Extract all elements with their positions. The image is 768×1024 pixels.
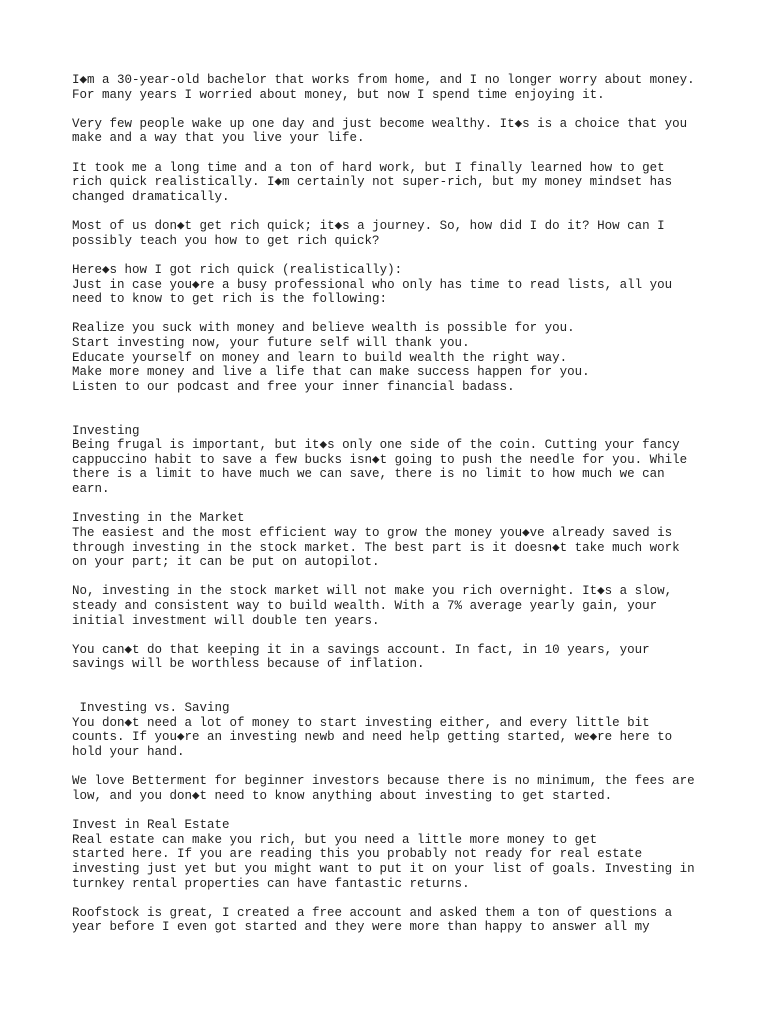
text-line: Start investing now, your future self will thank you. — [72, 335, 470, 350]
text-line: counts. If you◆re an investing newb and need help getting started, we◆re here to — [72, 730, 673, 745]
text-line: hold your hand. — [72, 745, 185, 760]
blank-line — [72, 307, 695, 322]
blank-line — [72, 687, 695, 702]
document-body — [72, 73, 695, 935]
text-line: changed dramatically. — [72, 189, 230, 204]
text-line: year before I even got started and they were more than happy to answer all my — [72, 920, 650, 935]
text-line: Investing vs. Saving — [72, 701, 230, 716]
text-line: I◆m a 30-year-old bachelor that works from home, and I no longer worry about money. — [72, 73, 695, 87]
text-line: Here◆s how I got rich quick (realistically): — [72, 262, 403, 277]
blank-line — [72, 803, 695, 818]
text-line: savings will be worthless because of inflation. — [72, 657, 425, 672]
text-line: Invest in Real Estate — [72, 818, 230, 833]
text-line: Educate yourself on money and learn to build wealth the right way. — [72, 350, 568, 365]
text-line: started here. If you are reading this you probably not ready for real estate — [72, 847, 643, 862]
text-line: You don◆t need a lot of money to start investing either, and every little bit — [72, 715, 650, 730]
text-line: We love Betterment for beginner investors because there is no minimum, the fees are — [72, 774, 695, 789]
text-line: The easiest and the most efficient way to grow the money you◆ve already saved is — [72, 525, 673, 540]
text-line: low, and you don◆t need to know anything about investing to get started. — [72, 788, 613, 803]
text-line: Realize you suck with money and believe wealth is possible for you. — [72, 321, 575, 336]
blank-line — [72, 204, 695, 219]
blank-line — [72, 570, 695, 585]
text-line: there is a limit to have much we can save, there is no limit to how much we can — [72, 467, 665, 482]
text-line: on your part; it can be put on autopilot. — [72, 555, 380, 570]
text-line: steady and consistent way to build wealth. With a 7% average yearly gain, your — [72, 598, 658, 613]
text-line: investing just yet but you might want to put it on your list of goals. Investing in — [72, 861, 695, 876]
text-line: Just in case you◆re a busy professional who only has time to read lists, all you — [72, 277, 673, 292]
text-line: initial investment will double ten years. — [72, 613, 380, 628]
text-line: cappuccino habit to save a few bucks isn◆t going to push the needle for you. While — [72, 452, 688, 467]
text-line: turnkey rental properties can have fantastic returns. — [72, 876, 470, 891]
text-line: Listen to our podcast and free your inner financial badass. — [72, 379, 515, 394]
text-line: through investing in the stock market. The best part is it doesn◆t take much work — [72, 540, 680, 555]
text-line: Roofstock is great, I created a free account and asked them a ton of questions a — [72, 905, 673, 920]
blank-line — [72, 394, 695, 409]
blank-line — [72, 248, 695, 263]
text-line: make and a way that you live your life. — [72, 131, 365, 146]
blank-line — [72, 760, 695, 775]
blank-line — [72, 891, 695, 906]
text-line: For many years I worried about money, but now I spend time enjoying it. — [72, 87, 605, 102]
blank-line — [72, 672, 695, 687]
blank-line — [72, 102, 695, 117]
text-line: Make more money and live a life that can make success happen for you. — [72, 365, 590, 380]
blank-line — [72, 628, 695, 643]
text-line: Most of us don◆t get rich quick; it◆s a journey. So, how did I do it? How can I — [72, 219, 665, 234]
text-line: Very few people wake up one day and just become wealthy. It◆s is a choice that you — [72, 116, 688, 131]
text-line: rich quick realistically. I◆m certainly not super-rich, but my money mindset has — [72, 175, 673, 190]
text-line: need to know to get rich is the following: — [72, 292, 388, 307]
blank-line — [72, 409, 695, 424]
text-line: Investing — [72, 423, 140, 438]
blank-line — [72, 497, 695, 512]
text-line: You can◆t do that keeping it in a savings account. In fact, in 10 years, your — [72, 642, 650, 657]
text-line: It took me a long time and a ton of hard work, but I finally learned how to get — [72, 160, 665, 175]
text-line: possibly teach you how to get rich quick? — [72, 233, 380, 248]
text-line: No, investing in the stock market will not make you rich overnight. It◆s a slow, — [72, 584, 673, 599]
text-line: Investing in the Market — [72, 511, 245, 526]
blank-line — [72, 146, 695, 161]
text-line: earn. — [72, 482, 110, 497]
text-line: Being frugal is important, but it◆s only one side of the coin. Cutting your fancy — [72, 438, 680, 453]
text-line: Real estate can make you rich, but you need a little more money to get — [72, 832, 598, 847]
